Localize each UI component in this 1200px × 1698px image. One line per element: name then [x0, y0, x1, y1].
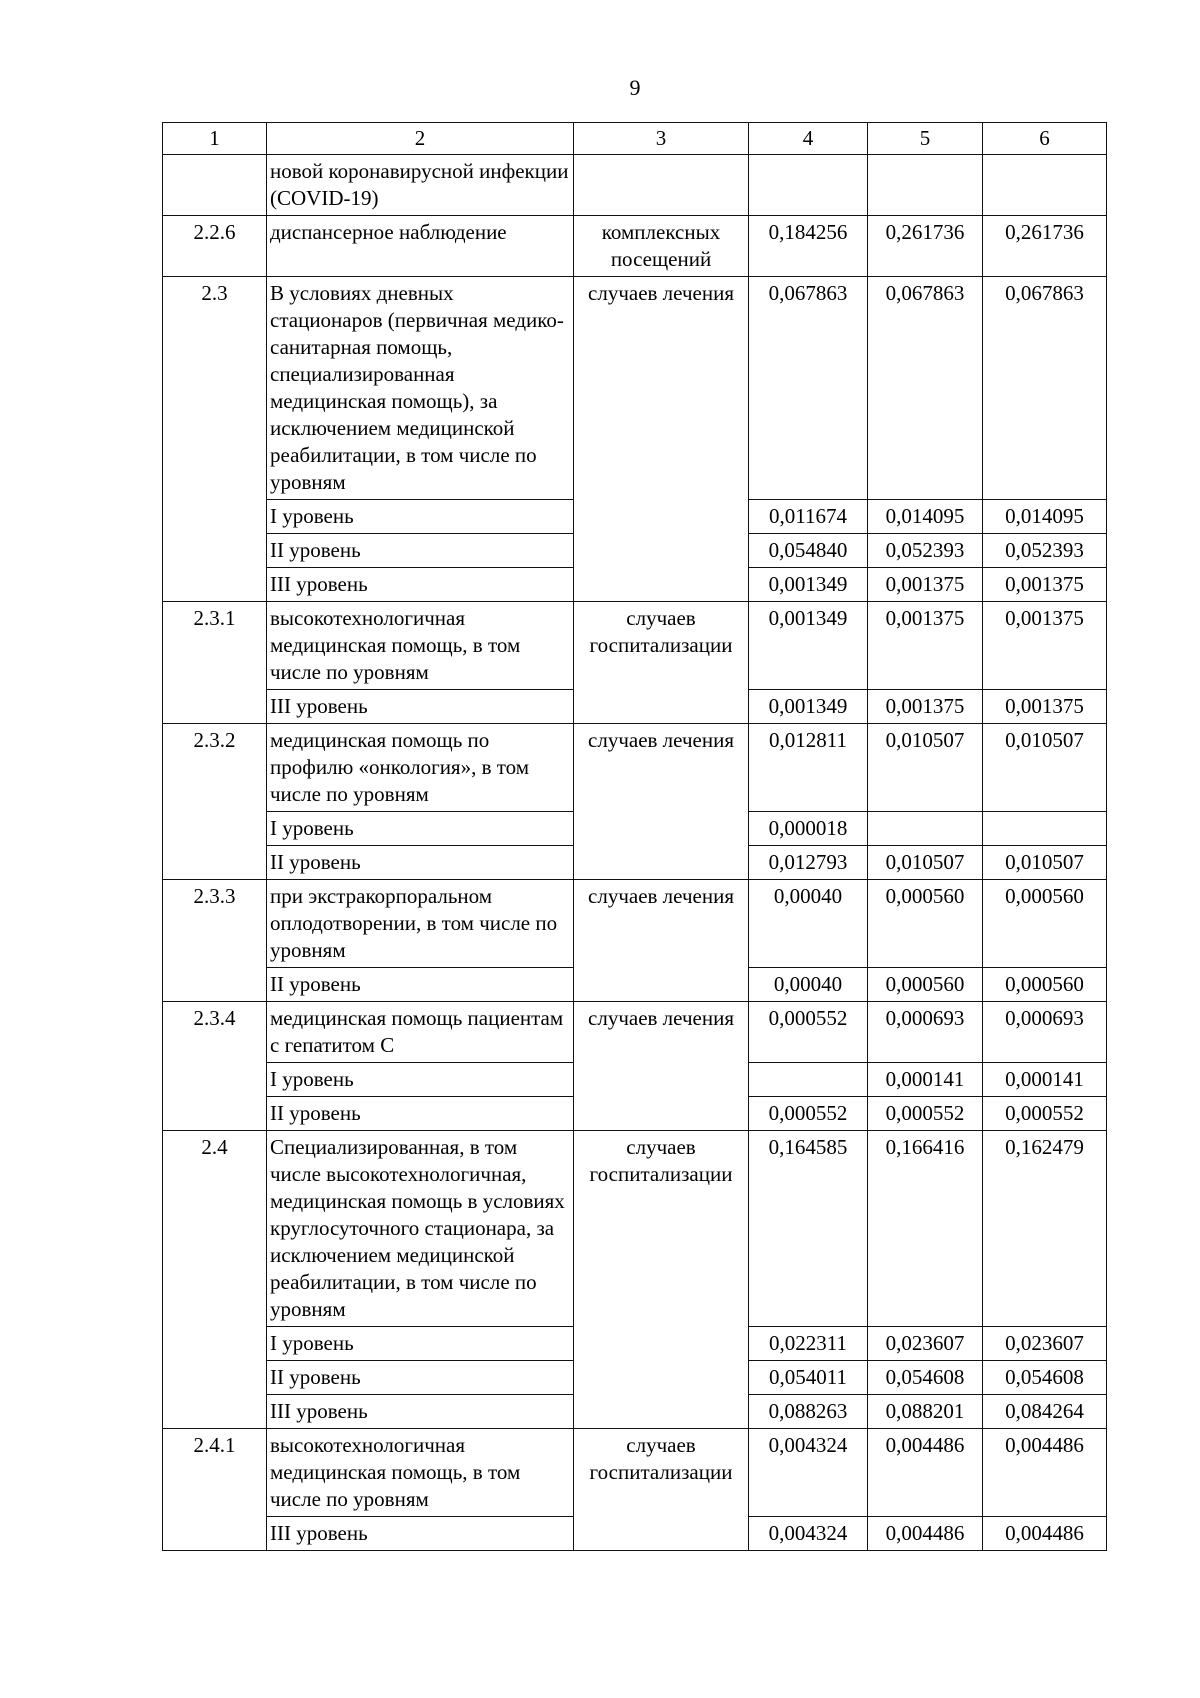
row-value-col4: 0,004324: [749, 1429, 868, 1517]
table-row: [163, 724, 1107, 812]
row-description: В условиях дневных стационаров (первичная медико-санитарная помощь, специализированная медицинская помощь), за исключением медицинской реабилитации, в том числе по уровням: [267, 277, 574, 500]
row-value-col6: 0,023607: [983, 1327, 1107, 1361]
row-value-col6: 0,067863: [983, 277, 1107, 500]
row-value-col4: [749, 155, 868, 216]
row-value-col4: 0,001349: [749, 690, 868, 724]
row-value-col6: 0,001375: [983, 602, 1107, 690]
row-value-col5: 0,004486: [868, 1429, 983, 1517]
table-row: [163, 277, 1107, 500]
row-value-col4: [749, 1063, 868, 1097]
row-value-col6: 0,001375: [983, 690, 1107, 724]
row-value-col5: 0,088201: [868, 1395, 983, 1429]
table-row: [163, 602, 1107, 690]
table-header-row: [163, 123, 1107, 155]
row-value-col5: 0,166416: [868, 1131, 983, 1327]
row-value-col4: 0,00040: [749, 880, 868, 968]
header-cell: 5: [868, 123, 983, 155]
row-value-col4: 0,001349: [749, 568, 868, 602]
row-value-col5: 0,067863: [868, 277, 983, 500]
row-code: 2.4.1: [163, 1429, 267, 1551]
row-unit: случаев госпитализации: [574, 1429, 749, 1551]
row-value-col6: 0,014095: [983, 500, 1107, 534]
row-description: высокотехнологичная медицинская помощь, в том числе по уровням: [267, 1429, 574, 1517]
row-value-col5: 0,054608: [868, 1361, 983, 1395]
row-value-col5: [868, 812, 983, 846]
header-cell: 3: [574, 123, 749, 155]
row-code: 2.3.4: [163, 1002, 267, 1131]
row-description: III уровень: [267, 1395, 574, 1429]
row-description: новой коронавирусной инфекции (COVID-19): [267, 155, 574, 216]
row-value-col6: 0,000141: [983, 1063, 1107, 1097]
row-code: [163, 155, 267, 216]
row-value-col5: 0,014095: [868, 500, 983, 534]
row-value-col4: 0,000552: [749, 1097, 868, 1131]
row-description: II уровень: [267, 846, 574, 880]
row-unit: комплексных посещений: [574, 216, 749, 277]
row-value-col4: 0,012793: [749, 846, 868, 880]
row-value-col6: [983, 812, 1107, 846]
row-description: Специализированная, в том числе высокотехнологичная, медицинская помощь в условиях круглосуточного стационара, за исключением медицинской реабилитации, в том числе по уровням: [267, 1131, 574, 1327]
row-value-col5: 0,052393: [868, 534, 983, 568]
page-number: 9: [629, 75, 641, 100]
header-cell: 1: [163, 123, 267, 155]
row-unit: случаев госпитализации: [574, 602, 749, 724]
row-description: I уровень: [267, 812, 574, 846]
row-value-col4: 0,088263: [749, 1395, 868, 1429]
row-value-col5: 0,000560: [868, 968, 983, 1002]
table-row: [163, 1131, 1107, 1327]
row-value-col5: 0,010507: [868, 846, 983, 880]
row-description: высокотехнологичная медицинская помощь, в том числе по уровням: [267, 602, 574, 690]
row-value-col4: 0,022311: [749, 1327, 868, 1361]
row-code: 2.3: [163, 277, 267, 602]
row-value-col4: 0,00040: [749, 968, 868, 1002]
row-value-col5: 0,261736: [868, 216, 983, 277]
row-value-col6: 0,054608: [983, 1361, 1107, 1395]
row-value-col6: 0,162479: [983, 1131, 1107, 1327]
row-description: диспансерное наблюдение: [267, 216, 574, 277]
row-value-col6: 0,000693: [983, 1002, 1107, 1063]
row-unit: случаев лечения: [574, 880, 749, 1002]
row-value-col5: 0,001375: [868, 602, 983, 690]
row-value-col4: 0,054840: [749, 534, 868, 568]
header-cell: 2: [267, 123, 574, 155]
row-unit: случаев лечения: [574, 277, 749, 602]
row-value-col6: 0,000560: [983, 968, 1107, 1002]
row-code: 2.3.2: [163, 724, 267, 880]
row-value-col6: 0,000552: [983, 1097, 1107, 1131]
row-value-col6: 0,004486: [983, 1517, 1107, 1551]
row-description: II уровень: [267, 1361, 574, 1395]
row-description: II уровень: [267, 1097, 574, 1131]
row-unit: [574, 155, 749, 216]
row-unit: случаев госпитализации: [574, 1131, 749, 1429]
row-value-col4: 0,000018: [749, 812, 868, 846]
row-value-col5: 0,000552: [868, 1097, 983, 1131]
row-description: I уровень: [267, 1063, 574, 1097]
row-code: 2.2.6: [163, 216, 267, 277]
row-description: при экстракорпоральном оплодотворении, в том числе по уровням: [267, 880, 574, 968]
row-description: III уровень: [267, 568, 574, 602]
row-value-col4: 0,184256: [749, 216, 868, 277]
row-value-col5: [868, 155, 983, 216]
row-unit: случаев лечения: [574, 1002, 749, 1131]
row-value-col6: [983, 155, 1107, 216]
row-code: 2.3.3: [163, 880, 267, 1002]
row-description: III уровень: [267, 1517, 574, 1551]
row-value-col4: 0,000552: [749, 1002, 868, 1063]
data-table: [162, 122, 1107, 1551]
row-value-col5: 0,000141: [868, 1063, 983, 1097]
row-value-col6: 0,052393: [983, 534, 1107, 568]
row-value-col6: 0,010507: [983, 724, 1107, 812]
row-value-col6: 0,261736: [983, 216, 1107, 277]
row-value-col4: 0,011674: [749, 500, 868, 534]
table-row: [163, 155, 1107, 216]
table-row: [163, 880, 1107, 968]
table-row: [163, 216, 1107, 277]
row-value-col4: 0,054011: [749, 1361, 868, 1395]
row-value-col5: 0,000693: [868, 1002, 983, 1063]
header-cell: 6: [983, 123, 1107, 155]
row-value-col4: 0,067863: [749, 277, 868, 500]
row-value-col5: 0,004486: [868, 1517, 983, 1551]
row-value-col5: 0,000560: [868, 880, 983, 968]
row-value-col6: 0,084264: [983, 1395, 1107, 1429]
row-code: 2.4: [163, 1131, 267, 1429]
row-value-col4: 0,012811: [749, 724, 868, 812]
header-cell: 4: [749, 123, 868, 155]
row-value-col4: 0,001349: [749, 602, 868, 690]
row-value-col6: 0,010507: [983, 846, 1107, 880]
row-value-col5: 0,010507: [868, 724, 983, 812]
row-description: III уровень: [267, 690, 574, 724]
row-description: I уровень: [267, 500, 574, 534]
row-description: медицинская помощь пациентам с гепатитом С: [267, 1002, 574, 1063]
row-description: II уровень: [267, 534, 574, 568]
row-value-col4: 0,004324: [749, 1517, 868, 1551]
row-value-col5: 0,001375: [868, 568, 983, 602]
table-row: [163, 1429, 1107, 1517]
row-value-col5: 0,001375: [868, 690, 983, 724]
row-unit: случаев лечения: [574, 724, 749, 880]
row-description: II уровень: [267, 968, 574, 1002]
table-row: [163, 1002, 1107, 1063]
row-description: I уровень: [267, 1327, 574, 1361]
row-value-col4: 0,164585: [749, 1131, 868, 1327]
row-value-col6: 0,001375: [983, 568, 1107, 602]
row-value-col5: 0,023607: [868, 1327, 983, 1361]
row-value-col6: 0,004486: [983, 1429, 1107, 1517]
row-description: медицинская помощь по профилю «онкология», в том числе по уровням: [267, 724, 574, 812]
row-code: 2.3.1: [163, 602, 267, 724]
row-value-col6: 0,000560: [983, 880, 1107, 968]
